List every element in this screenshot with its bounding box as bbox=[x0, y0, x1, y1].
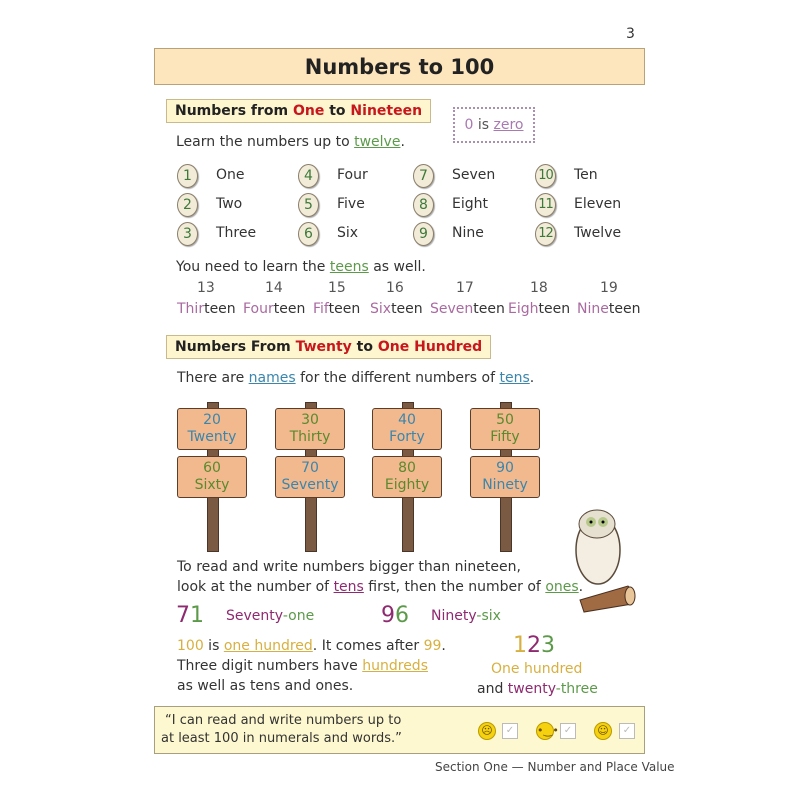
sign-number: 40 bbox=[398, 412, 416, 428]
number-word: One bbox=[216, 167, 245, 183]
ones-word: -one bbox=[282, 608, 315, 624]
teen-numeral: 16 bbox=[386, 280, 404, 296]
keyword-ones: ones bbox=[545, 579, 579, 595]
signpost bbox=[372, 402, 442, 562]
heading-text: Numbers from bbox=[175, 103, 293, 119]
example-123-hundred: One hundred bbox=[491, 661, 583, 677]
heading-text: One Hundred bbox=[377, 339, 483, 355]
happy-face-icon: ☺ bbox=[594, 722, 612, 740]
sign-board bbox=[470, 408, 540, 450]
teen-suffix: teen bbox=[473, 301, 505, 317]
teen-prefix: Eigh bbox=[508, 301, 539, 317]
number-badge: 3 bbox=[177, 222, 198, 246]
number-badge: 5 bbox=[298, 193, 319, 217]
sign-word: Eighty bbox=[384, 477, 430, 493]
number-word: Two bbox=[216, 196, 243, 212]
sign-board bbox=[372, 456, 442, 498]
ones-digit: 3 bbox=[541, 633, 555, 658]
zero-word: zero bbox=[493, 117, 524, 133]
sign-number: 90 bbox=[496, 460, 514, 476]
keyword-hundreds: hundreds bbox=[362, 658, 428, 674]
three-digit-line bbox=[177, 658, 428, 674]
number-badge: 6 bbox=[298, 222, 319, 246]
number-badge: 12 bbox=[535, 222, 556, 246]
signpost bbox=[275, 402, 345, 562]
owl-illustration bbox=[570, 500, 640, 615]
teen-word bbox=[313, 301, 360, 317]
text: There are bbox=[177, 370, 249, 386]
text: . bbox=[441, 638, 446, 654]
teen-word bbox=[177, 301, 236, 317]
number-badge: 2 bbox=[177, 193, 198, 217]
teen-numeral: 17 bbox=[456, 280, 474, 296]
teen-word bbox=[370, 301, 423, 317]
teen-numeral: 14 bbox=[265, 280, 283, 296]
number-badge: 7 bbox=[413, 164, 434, 188]
teen-word bbox=[430, 301, 505, 317]
teen-prefix: Thir bbox=[177, 301, 205, 317]
text: . bbox=[400, 134, 405, 150]
sign-word: Fifty bbox=[490, 429, 520, 445]
heading-text: Numbers From bbox=[175, 339, 296, 355]
neutral-face-icon: •‿• bbox=[536, 722, 554, 740]
sign-number: 30 bbox=[301, 412, 319, 428]
sign-number: 50 bbox=[496, 412, 514, 428]
tens-word: Ninety bbox=[431, 608, 477, 624]
text: and bbox=[477, 681, 508, 697]
teen-prefix: Nine bbox=[577, 301, 609, 317]
sign-word: Sixty bbox=[194, 477, 230, 493]
example-123 bbox=[513, 633, 555, 658]
teen-word bbox=[508, 301, 570, 317]
number-badge: 11 bbox=[535, 193, 556, 217]
numeral-99: 99 bbox=[423, 638, 442, 654]
teen-numeral: 13 bbox=[197, 280, 215, 296]
tens-digit: 2 bbox=[527, 633, 541, 658]
keyword-tens: tens bbox=[333, 579, 364, 595]
sign-board bbox=[275, 408, 345, 450]
heading-text: Nineteen bbox=[350, 103, 423, 119]
text: look at the number of bbox=[177, 579, 334, 595]
keyword-twelve: twelve bbox=[354, 134, 401, 150]
text: first, then the number of bbox=[363, 579, 546, 595]
section-heading-one-to-nineteen bbox=[166, 99, 431, 123]
tens-digit: 9 bbox=[381, 603, 395, 628]
ones-digit: 1 bbox=[190, 603, 204, 628]
numeral-100: 100 bbox=[177, 638, 204, 654]
text: Three digit numbers have bbox=[177, 658, 363, 674]
number-word: Three bbox=[216, 225, 257, 241]
number-badge: 9 bbox=[413, 222, 434, 246]
number-badge: 1 bbox=[177, 164, 198, 188]
number-word: Ten bbox=[574, 167, 598, 183]
teen-numeral: 18 bbox=[530, 280, 548, 296]
quote-line2: at least 100 in numerals and words.” bbox=[161, 731, 402, 746]
text: for the different numbers of bbox=[295, 370, 500, 386]
example-71 bbox=[176, 603, 204, 628]
sad-face-icon: ☹ bbox=[478, 722, 496, 740]
sign-number: 70 bbox=[301, 460, 319, 476]
tens-word: Seventy bbox=[226, 608, 283, 624]
keyword-names: names bbox=[248, 370, 296, 386]
number-word: Eight bbox=[452, 196, 488, 212]
sign-number: 60 bbox=[203, 460, 221, 476]
number-word: Six bbox=[337, 225, 359, 241]
example-96-words bbox=[431, 608, 501, 624]
signpost bbox=[470, 402, 540, 562]
keyword-teens: teens bbox=[329, 259, 369, 275]
teen-prefix: Fif bbox=[313, 301, 329, 317]
as-well-line: as well as tens and ones. bbox=[177, 678, 354, 694]
teen-word bbox=[243, 301, 305, 317]
sign-word: Forty bbox=[389, 429, 425, 445]
teen-prefix: Seven bbox=[430, 301, 474, 317]
page-title: Numbers to 100 bbox=[154, 48, 645, 85]
zero-callout bbox=[453, 107, 535, 143]
learn-twelve-text bbox=[176, 134, 405, 150]
teen-numeral: 19 bbox=[600, 280, 618, 296]
sign-board bbox=[177, 408, 247, 450]
section-label: Section One — Number and Place Value bbox=[435, 760, 675, 774]
text: You need to learn the bbox=[176, 259, 330, 275]
number-badge: 10 bbox=[535, 164, 556, 188]
teen-suffix: teen bbox=[608, 301, 641, 317]
text: . It comes after bbox=[312, 638, 424, 654]
teen-suffix: teen bbox=[538, 301, 571, 317]
number-word: Five bbox=[337, 196, 365, 212]
number-word: Four bbox=[337, 167, 368, 183]
signpost bbox=[177, 402, 247, 562]
self-assessment-box bbox=[154, 706, 645, 754]
heading-text: Twenty bbox=[295, 339, 352, 355]
sign-word: Thirty bbox=[289, 429, 331, 445]
number-word: Seven bbox=[452, 167, 496, 183]
teen-prefix: Four bbox=[243, 301, 274, 317]
number-word: Nine bbox=[452, 225, 484, 241]
teen-suffix: teen bbox=[391, 301, 423, 317]
page-number: 3 bbox=[626, 26, 635, 42]
teen-suffix: teen bbox=[204, 301, 236, 317]
teens-intro bbox=[176, 259, 426, 275]
keyword-one-hundred: one hundred bbox=[223, 638, 313, 654]
teen-word bbox=[577, 301, 640, 317]
example-96 bbox=[381, 603, 409, 628]
checkbox-neutral[interactable]: ✓ bbox=[560, 723, 576, 739]
ones-word: -three bbox=[555, 681, 598, 697]
sign-board bbox=[275, 456, 345, 498]
zero-text: is bbox=[473, 117, 494, 133]
names-tens-text bbox=[177, 370, 534, 386]
example-71-words bbox=[226, 608, 314, 624]
sign-word: Ninety bbox=[482, 477, 528, 493]
number-word: Twelve bbox=[574, 225, 622, 241]
tens-digit: 7 bbox=[176, 603, 190, 628]
hundred-line bbox=[177, 638, 446, 654]
ones-digit: 6 bbox=[395, 603, 409, 628]
keyword-tens: tens bbox=[499, 370, 530, 386]
heading-text: One bbox=[292, 103, 325, 119]
quote-line1: “I can read and write numbers up to bbox=[165, 713, 402, 728]
sign-board bbox=[372, 408, 442, 450]
sign-word: Seventy bbox=[281, 477, 339, 493]
teen-prefix: Six bbox=[370, 301, 392, 317]
read-write-line1: To read and write numbers bigger than nineteen, bbox=[177, 559, 521, 575]
zero-numeral: 0 bbox=[464, 117, 474, 133]
sign-number: 20 bbox=[203, 412, 221, 428]
teen-numeral: 15 bbox=[328, 280, 346, 296]
number-word: Eleven bbox=[574, 196, 622, 212]
heading-text: to bbox=[351, 339, 378, 355]
text: . bbox=[578, 579, 584, 595]
number-badge: 4 bbox=[298, 164, 319, 188]
section-heading-twenty-to-hundred bbox=[166, 335, 491, 359]
tens-word: twenty bbox=[507, 681, 556, 697]
sign-number: 80 bbox=[398, 460, 416, 476]
heading-text: to bbox=[324, 103, 351, 119]
text: . bbox=[529, 370, 535, 386]
example-123-rest bbox=[477, 681, 598, 697]
text: is bbox=[203, 638, 224, 654]
checkbox-happy[interactable]: ✓ bbox=[619, 723, 635, 739]
hundreds-digit: 1 bbox=[513, 633, 527, 658]
number-badge: 8 bbox=[413, 193, 434, 217]
sign-word: Twenty bbox=[187, 429, 237, 445]
ones-word: -six bbox=[476, 608, 501, 624]
sign-board bbox=[470, 456, 540, 498]
checkbox-sad[interactable]: ✓ bbox=[502, 723, 518, 739]
read-write-line2 bbox=[177, 579, 583, 595]
text: Learn the numbers up to bbox=[176, 134, 355, 150]
sign-board bbox=[177, 456, 247, 498]
teen-suffix: teen bbox=[273, 301, 306, 317]
teen-suffix: teen bbox=[328, 301, 361, 317]
text: as well. bbox=[368, 259, 426, 275]
